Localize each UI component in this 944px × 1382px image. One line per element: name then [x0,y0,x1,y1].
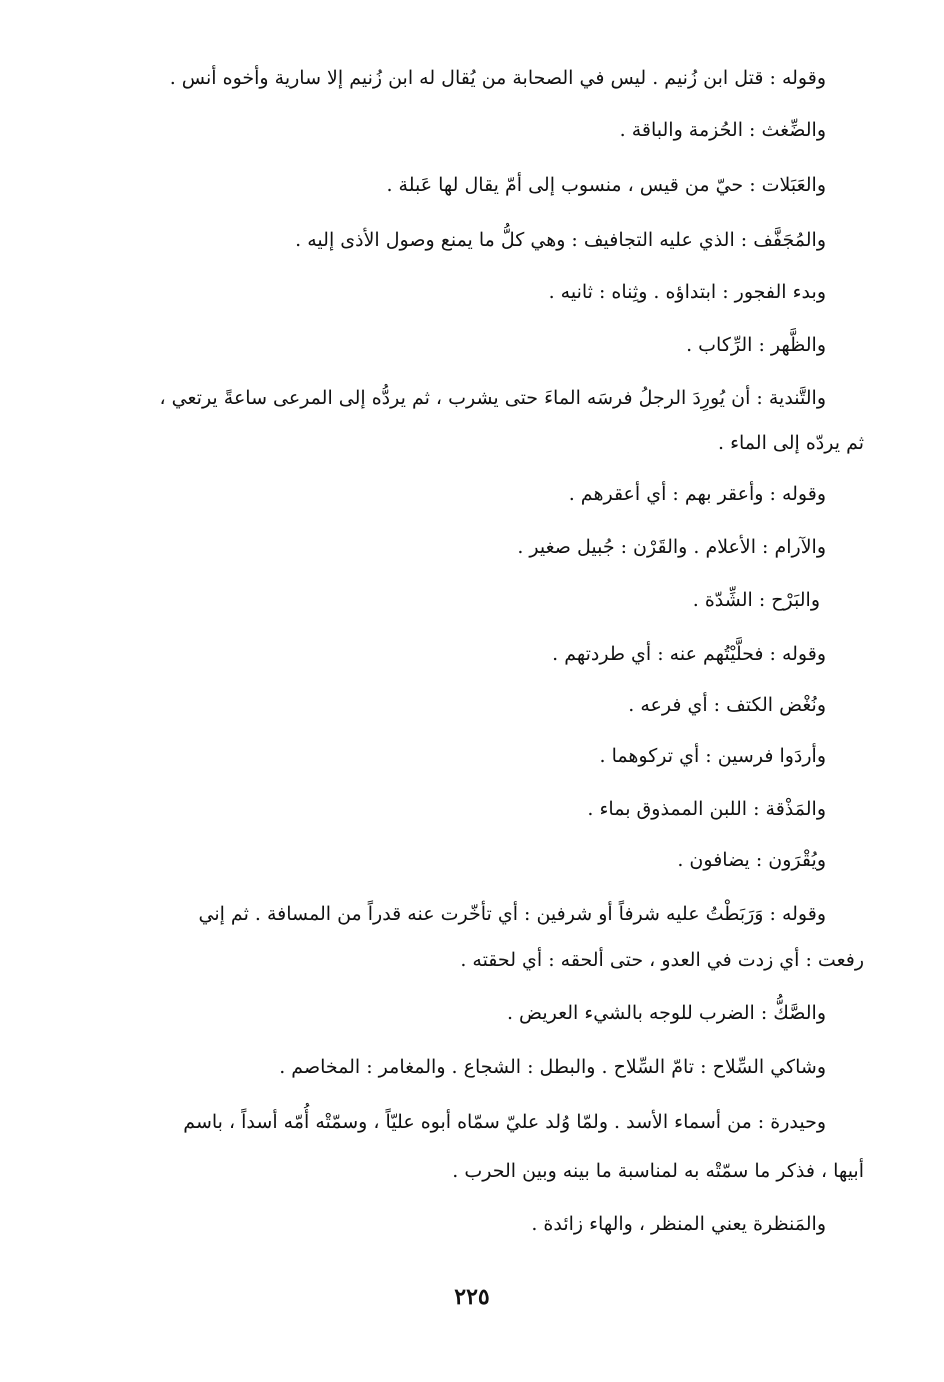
text-line-8: ثم يردّه إلى الماء . [718,432,864,454]
text-line-15: والمَذْقة : اللبن الممذوق بماء . [587,798,826,820]
text-line-17: وقوله : وَرَبَطْتُ عليه شرفاً أو شرفين : أي تأخّرت عنه قدراً من المسافة . ثم إني [198,903,826,925]
text-line-4: والمُجَفَّف : الذي عليه التجافيف : وهي كلُّ ما يمنع وصول الأذى إليه . [295,229,826,251]
text-line-16: ويُقْرَون : يضافون . [677,849,826,871]
text-line-21: وحيدرة : من أسماء الأسد . ولمّا وُلد عليّ سمّاه أبوه عليّاً ، وسمّتْه أُمّه أسداً ، باسم [183,1111,826,1133]
text-line-13: ونُغْض الكتف : أي فرعه . [628,694,826,716]
text-line-5: وبدء الفجور : ابتداؤه . وثِناه : ثانيه . [548,281,826,303]
text-line-9: وقوله : وأعقر بهم : أي أعقرهم . [568,483,826,505]
text-line-10: والآرام : الأعلام . والقَرْن : جُبيل صغير . [517,536,826,558]
text-line-11: والبَرْح : الشِّدّة . [692,589,820,611]
text-line-19: والصَّكُّ : الضرب للوجه بالشيء العريض . [506,1002,826,1024]
text-line-1: وقوله : قتل ابن زُنيم . ليس في الصحابة من يُقال له ابن زُنيم إلا سارية وأخوه أنس . [169,67,826,89]
text-line-23: والمَنظرة يعني المنظر ، والهاء زائدة . [531,1213,826,1235]
text-line-12: وقوله : فحلَّيْتُهم عنه : أي طردتهم . [552,643,826,665]
text-line-2: والضِّغث : الحُزمة والباقة . [619,119,826,141]
text-line-3: والعَبَلات : حيّ من قيس ، منسوب إلى أمّ يقال لها عَبلة . [386,174,826,196]
text-line-18: رفعت : أي زدت في العدو ، حتى ألحقه : أي لحقته . [460,949,864,971]
text-line-22: أبيها ، فذكر ما سمّتْه به لمناسبة ما بينه وبين الحرب . [452,1160,864,1182]
text-line-14: وأردَوا فرسين : أي تركوهما . [599,745,826,767]
text-line-20: وشاكي السِّلاح : تامّ السِّلاح . والبطل : الشجاع . والمغامر : المخاصم . [279,1056,826,1078]
text-line-7: والتَّندية : أن يُورِدَ الرجلُ فرسَه الماءَ حتى يشرب ، ثم يردُّه إلى المرعى ساعةً يرتعي ، [159,387,826,409]
text-line-6: والظَّهر : الرِّكاب . [686,334,826,356]
page-number: ٢٢٥ [454,1284,490,1310]
